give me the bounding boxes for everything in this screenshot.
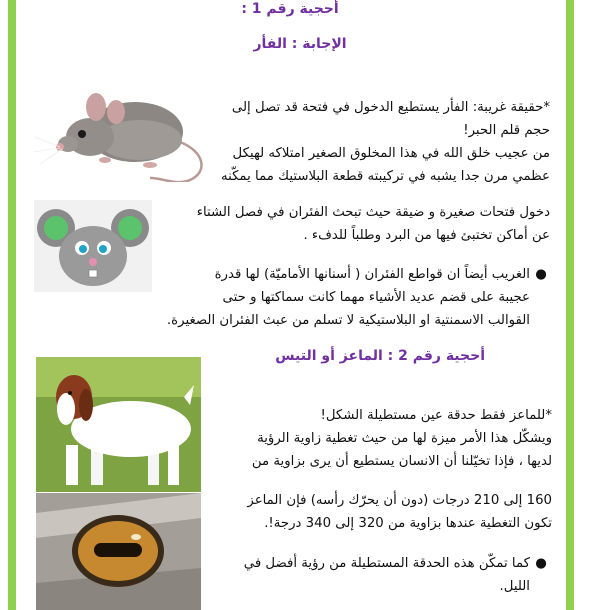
riddle2-title: أحجية رقم 2 : الماعز أو التيس [275,348,485,364]
riddle1-fact-paragraph-cont [150,201,550,247]
riddle2-fact-paragraph [200,404,552,473]
riddle2-bullet-line: كما تمكّن هذه الحدقة المستطيلة من رؤية أفضل في [243,556,530,571]
goat-photo [36,357,201,492]
riddle1-fact-line: من عجيب خلق الله في هذا المخلوق الصغير امتلاكه لهيكل [232,146,550,161]
riddle2-fact-line: تكون التغطية عندها بزاوية من 320 إلى 340 درجة!. [264,516,552,531]
riddle1-fact-line: دخول فتحات صغيرة و ضيقة حيث تبحث الفئران في فصل الشتاء [196,205,550,220]
riddle1-bullet-line: عجيبة على قضم عديد الأشياء مهما كانت سماكتها و حتى [222,290,530,305]
cartoon-mouse [34,200,152,292]
riddle1-bullet [140,263,552,332]
riddle2-bullet [200,552,552,598]
riddle2-fact-line: لديها ، فإذا تخيّلنا أن الانسان يستطيع أن يرى بزاوية من [251,454,552,469]
riddle1-fact-line: حجم قلم الحبر! [463,123,550,138]
riddle1-bullet-line: القوالب الاسمنتية او البلاستيكية لا تسلم من عبث الفئران الصغيرة. [166,313,530,328]
riddle2-fact-line: 160 إلى 210 درجات (دون أن يحرّك رأسه) فإن الماعز [247,493,552,508]
riddle2-fact-line: ويشكّل هذا الأمر ميزة لها من حيث تغطية زاوية الرؤية [257,431,552,446]
riddle1-answer: الإجابة : الفأر [253,36,347,52]
riddle2-fact-paragraph-cont [200,489,552,535]
riddle1-fact-line: عظمي مرن جدا يشبه في تركيبته قطعة البلاستيك مما يمكّنه [220,169,550,184]
page-frame-left [8,0,16,610]
page-frame-right [566,0,574,610]
riddle2-fact-line: *للماعز فقط حدقة عين مستطيلة الشكل! [320,408,552,423]
bullet-dot: ● [535,556,547,571]
goat-eye-photo [36,493,201,610]
riddle1-fact-paragraph [200,96,550,188]
riddle1-bullet-line: الغريب أيضاً ان قواطع الفئران ( أسنانها الأماميّة) لها قدرة [214,267,530,282]
bullet-dot: ● [535,267,547,282]
riddle2-bullet-line: الليل. [499,579,530,594]
riddle1-title: أحجية رقم 1 : [241,1,339,17]
riddle1-fact-line: عن أماكن تختبئ فيها من البرد وطلباً للدفء . [303,228,550,243]
mouse-photo [30,82,210,182]
riddle1-fact-line: *حقيقة غريبة: الفأر يستطيع الدخول في فتحة قد تصل إلى [231,100,550,115]
